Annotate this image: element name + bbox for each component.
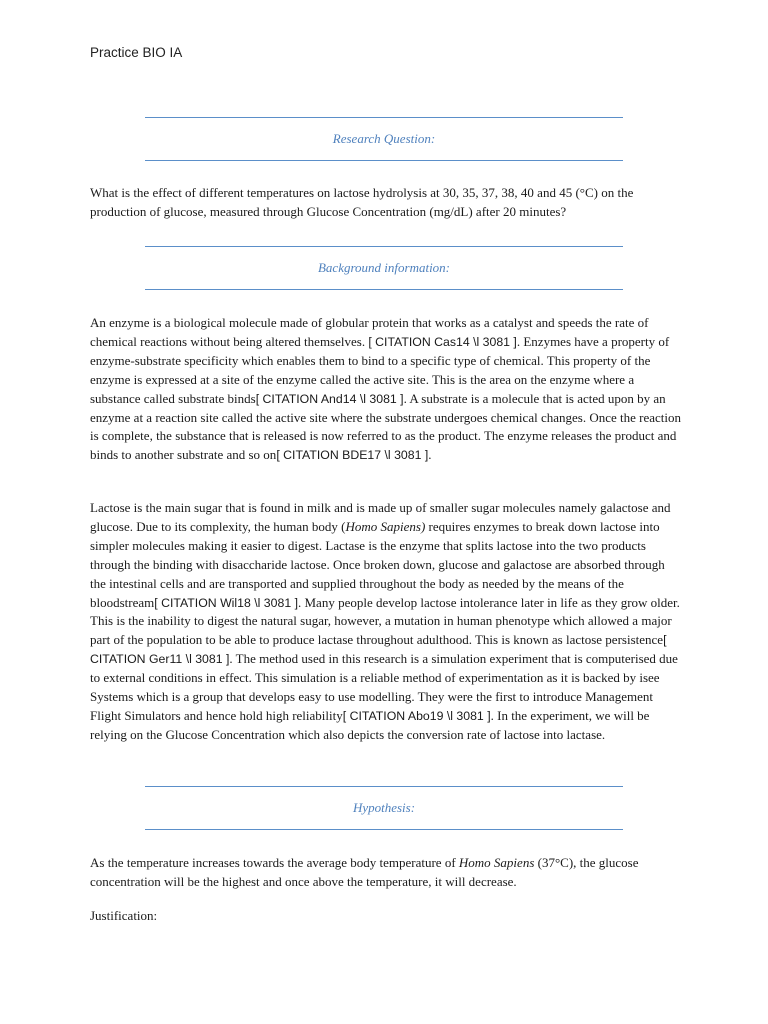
background-heading [145,246,623,290]
heading-title: Hypothesis: [352,800,416,815]
text-run: As the temperature increases towards the average body temperature of [90,855,459,870]
text-run: An enzyme is a biological molecule made of globular protein that works as a catalyst and speeds the rate of chemical reactions without being altered themselves. [90,315,649,349]
heading-rule-top [145,786,623,787]
text-run: Lactose is the main sugar that is found in milk and is made up of smaller sugar molecules namely galactose and glucose. Due to its complexity, the human body ( [90,500,671,534]
heading-title: Background information: [317,260,451,275]
background-paragraph-2 [90,499,682,745]
hypothesis-text [90,854,682,892]
heading-rule-top [145,117,623,118]
heading-title: Research Question: [332,131,436,146]
citation: [ CITATION Ger11 \l 3081 ] [90,633,667,667]
text-run: . The method used in this research is a simulation experiment that is computerised due to external conditions in effect. This simulation is a reliable method of experimentation as it is backed by isee Systems which is a group that develops easy to use modelling. They were the first to introduce Management Flight Simulators and hence hold high reliability [90,651,678,723]
text-run: . A substrate is a molecule that is acted upon by an enzyme at a reaction site called the active site where the substrate undergoes chemical changes. Once the reaction is complete, the substance that is released is now referred to as the product. The enzyme releases the product and binds to another substrate and so on [90,390,681,463]
citation: [ CITATION Abo19 \l 3081 ] [342,708,491,723]
citation: [ CITATION And14 \l 3081 ] [255,391,404,406]
citation: [ CITATION Wil18 \l 3081 ] [154,595,298,610]
justification-label: Justification: [90,908,158,923]
text-run: . Enzymes have a property of enzyme-substrate specificity which enables them to bind to a specific type of chemical. This property of the enzyme is expressed at a site of the enzyme called the active site. This is the area on the enzyme where a substance called substrate binds [90,333,670,406]
background-paragraph-1 [90,314,682,465]
citation: [ CITATION Cas14 \l 3081 ] [368,334,517,349]
research-question-text: What is the effect of different temperatures on lactose hydrolysis at 30, 35, 37, 38, 40 and 45 (°C) on the production of glucose, measured through Glucose Concentration (mg/dL) after 20 minutes? [90,185,634,219]
heading-rule-bottom [145,829,623,830]
heading-rule-top [145,246,623,247]
heading-rule-bottom [145,160,623,161]
document-header: Practice BIO IA [90,45,183,60]
text-run: (37°C), the glucose concentration will be the highest and once above the temperature, it will decrease. [90,855,639,889]
text-run: . Many people develop lactose intolerance later in life as they grow older. This is the inability to digest the natural sugar, however, a mutation in human phenotype which allowed a major part of the population to be able to produce lactase throughout adulthood. This is known as lactose persistence [90,594,680,648]
research-question-heading [145,117,623,161]
species-name: Homo Sapiens [458,855,535,870]
species-name: Homo Sapiens) [345,518,426,534]
heading-rule-bottom [145,289,623,290]
text-run: requires enzymes to break down lactose into simpler molecules making it easier to digest. Lactase is the enzyme that splits lactose into the two products through the binding with disaccharide lactose. Once broken down, glucose and galactose are absorbed through the intestinal cells and are transported and supplied throughout the body as needed by the means of the bloodstream [90,518,665,610]
text-run: . In the experiment, we will be relying on the Glucose Concentration which also depicts the conversion rate of lactose into lactase. [90,707,650,742]
hypothesis-heading [145,786,623,830]
text-run: . [428,447,432,463]
citation: [ CITATION BDE17 \l 3081 ] [276,448,429,463]
